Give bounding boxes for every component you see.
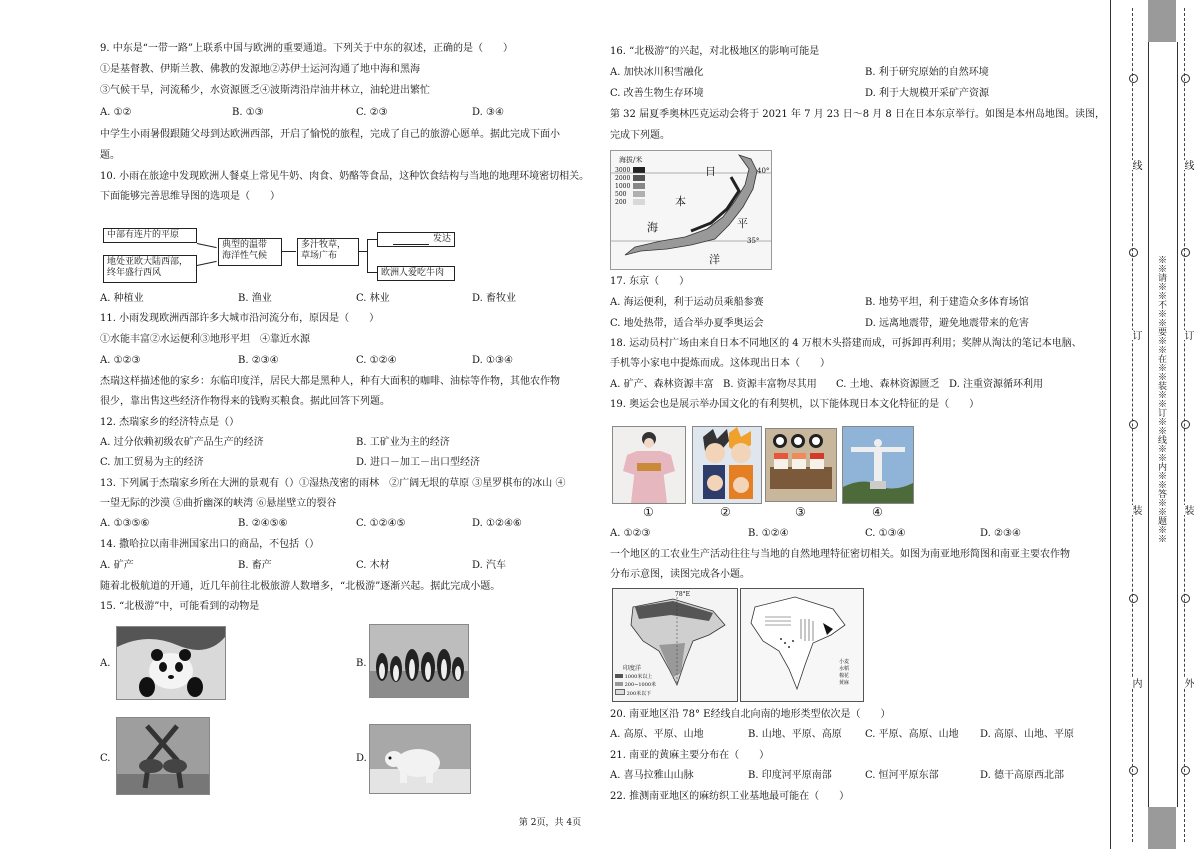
- q9-option-c[interactable]: C. ②③: [356, 107, 388, 118]
- intro15-line: 随着北极航道的开通，近几年前往北极旅游人数增多，“北极游”逐渐兴起。据此完成小题。: [100, 581, 501, 592]
- terrain-map-sea: 印度洋: [623, 665, 642, 672]
- legend-500: 500: [615, 190, 627, 198]
- mindmap-arrow-1: [197, 243, 217, 248]
- mindmap-arrow-4b: [367, 239, 368, 272]
- q18-line2: 手机等小家电中提炼而成。这体现出日本（ ）: [610, 358, 830, 369]
- japan-char-ri: 日: [705, 165, 716, 178]
- q15-option-d[interactable]: D.: [356, 753, 367, 764]
- polar-bear-image[interactable]: [369, 724, 471, 794]
- q20-option-c[interactable]: C. 平原、高原、山地: [865, 729, 959, 740]
- q19-option-c[interactable]: C. ①③④: [865, 528, 906, 539]
- q17-option-d[interactable]: D. 远离地震带，避免地震带来的危害: [865, 318, 1030, 329]
- legend-2000: 2000: [615, 174, 631, 182]
- binding-hole-icon: [1181, 594, 1190, 603]
- q17-option-c[interactable]: C. 地处热带，适合举办夏季奥运会: [610, 318, 764, 329]
- q16-option-d[interactable]: D. 利于大规模开采矿产资源: [865, 88, 990, 99]
- q21-stem: 21. 南亚的黄麻主要分布在（ ）: [610, 750, 770, 761]
- binding-hole-icon: [1181, 420, 1190, 429]
- legend-low: 200米以下: [626, 691, 652, 697]
- mindmap-arrow-4a: [359, 251, 367, 252]
- q14-stem: 14. 撒哈拉以南非洲国家出口的商品，不包括（）: [100, 539, 320, 550]
- q17-option-b[interactable]: B. 地势平坦，利于建造众多体育场馆: [865, 297, 1029, 308]
- q9-line1: ①是基督教、伊斯兰教、佛教的发源地②苏伊士运河沟通了地中海和黑海: [100, 64, 420, 75]
- japan-lat-35: 35°: [747, 237, 760, 245]
- terrain-map-lon: 78°E: [675, 591, 691, 598]
- mindmap-arrow-2: [197, 261, 217, 266]
- q12-option-d[interactable]: D. 进口－加工－出口型经济: [356, 457, 481, 468]
- q19-stem: 19. 奥运会也是展示举办国文化的有利契机，以下能体现日本文化特征的是（ ）: [610, 399, 980, 410]
- binding-hole-icon: [1129, 248, 1138, 257]
- mindmap-box-plain: 中部有连片的平原: [103, 228, 197, 243]
- q10-stem2: 下面能够完善思维导图的选项是（ ）: [100, 191, 280, 202]
- legend-mid: 200~1000米: [624, 682, 657, 688]
- q10-option-c[interactable]: C. 林业: [356, 293, 390, 304]
- statue-icon: [843, 427, 913, 503]
- binding-inner-zhuang: 装: [1130, 505, 1141, 515]
- q11-option-a[interactable]: A. ①②③: [100, 355, 141, 366]
- binding-cap-top: [1148, 0, 1176, 42]
- q11-stem: 11. 小雨发现欧洲西部许多大城市沿河流分布，原因是（ ）: [100, 313, 380, 324]
- q10-option-d[interactable]: D. 畜牧业: [472, 293, 517, 304]
- legend-1000: 1000: [615, 182, 631, 190]
- legend-high: 1000米以上: [624, 674, 653, 680]
- q14-option-a[interactable]: A. 矿产: [100, 560, 134, 571]
- q13-line1: 13. 下列属于杰瑞家乡所在大洲的景观有（）①湿热茂密的雨林 ②广阔无垠的草原 ③星罗棋布的冰山 ④: [100, 478, 566, 489]
- binding-hole-icon: [1181, 766, 1190, 775]
- q13-option-d[interactable]: D. ①②④⑥: [472, 518, 522, 529]
- japan-char-yang: 洋: [709, 253, 720, 266]
- q13-option-c[interactable]: C. ①②④⑤: [356, 518, 406, 529]
- binding-outer-wai: 外: [1182, 678, 1193, 688]
- intro17-line2: 完成下列题。: [610, 130, 670, 141]
- binding-outer-ding: 订: [1182, 330, 1193, 340]
- mindmap-box-beef: 欧洲人爱吃牛肉: [377, 266, 455, 281]
- q19-option-a[interactable]: A. ①②③: [610, 528, 651, 539]
- legend-3000: 3000: [615, 166, 631, 174]
- legend-swatch: [615, 674, 623, 678]
- q17-option-a[interactable]: A. 海运便利，利于运动员乘船参赛: [610, 297, 764, 308]
- q19-option-b[interactable]: B. ①②④: [748, 528, 789, 539]
- sushi-image[interactable]: [765, 428, 837, 502]
- giraffes-icon: [117, 718, 209, 794]
- polar-bear-icon: [370, 725, 470, 793]
- crops-map-legend: [839, 659, 849, 687]
- q19-option-d[interactable]: D. ②③④: [980, 528, 1021, 539]
- intro10-line1: 中学生小雨暑假跟随父母到达欧洲西部，开启了愉悦的旅程，完成了自己的旅游心愿单。据此完成下面小: [100, 129, 560, 140]
- q15-option-c[interactable]: C.: [100, 753, 111, 764]
- mindmap-box-pasture-l2: 草场广布: [301, 251, 338, 261]
- q18-option-b[interactable]: B. 资源丰富物尽其用: [723, 379, 817, 390]
- q18-option-d[interactable]: D. 注重资源循环利用: [949, 379, 1044, 390]
- south-asia-terrain-map: [612, 588, 738, 702]
- q9-option-a[interactable]: A. ①②: [100, 107, 132, 118]
- q12-option-c[interactable]: C. 加工贸易为主的经济: [100, 457, 204, 468]
- legend-cotton: 棉花: [839, 673, 850, 679]
- legend-wheat: 小麦: [839, 659, 850, 665]
- q12-stem: 12. 杰瑞家乡的经济特点是（）: [100, 417, 240, 428]
- intro10-line2: 题。: [100, 150, 120, 161]
- japan-char-ping: 平: [737, 217, 748, 230]
- q10-option-a[interactable]: A. 种植业: [100, 293, 144, 304]
- q11-option-b[interactable]: B. ②③④: [238, 355, 279, 366]
- binding-hole-icon: [1129, 420, 1138, 429]
- q13-option-a[interactable]: A. ①③⑤⑥: [100, 518, 150, 529]
- anime-image[interactable]: [692, 426, 762, 504]
- legend-200: 200: [615, 198, 627, 206]
- binding-hole-icon: [1181, 74, 1190, 83]
- binding-hole-icon: [1129, 74, 1138, 83]
- terrain-map-legend: [615, 673, 656, 698]
- binding-hole-icon: [1129, 594, 1138, 603]
- japan-map-legend-title: 海拔/米: [619, 156, 643, 164]
- q19-label-1: ①: [643, 505, 654, 519]
- legend-swatch: [615, 682, 623, 686]
- q20-option-a[interactable]: A. 高原、平原、山地: [610, 729, 704, 740]
- binding-inner-nei: 内: [1130, 678, 1141, 688]
- binding-strip: [1110, 0, 1200, 849]
- q9-option-b[interactable]: B. ①③: [232, 107, 264, 118]
- legend-swatch: [615, 689, 625, 695]
- q16-option-b[interactable]: B. 利于研究原始的自然环境: [865, 67, 989, 78]
- q18-line1: 18. 运动员村广场由来自日本不同地区的 4 万根木头搭建而成，可拆卸再利用；奖牌从淘汰的笔记本电脑、: [610, 338, 1082, 349]
- binding-warning: ※※请※※不※※要※※在※※装※※订※※线※※内※※答※※题※※: [1156, 255, 1166, 543]
- q22-stem: 22. 推测南亚地区的麻纺织工业基地最可能在（ ）: [610, 791, 850, 802]
- mindmap-box-climate-l2: 海洋性气候: [222, 251, 268, 261]
- mindmap-box-climate: [218, 238, 282, 266]
- mindmap-arrow-3: [281, 251, 296, 252]
- binding-hole-icon: [1129, 766, 1138, 775]
- q21-option-d[interactable]: D. 德干高原西北部: [980, 770, 1065, 781]
- q14-option-b[interactable]: B. 畜产: [238, 560, 272, 571]
- q20-option-d[interactable]: D. 高原、山地、平原: [980, 729, 1075, 740]
- q17-stem: 17. 东京（ ）: [610, 276, 690, 287]
- q18-option-c[interactable]: C. 土地、森林资源匮乏: [836, 379, 940, 390]
- page-number: 第 2页，共 4页: [518, 818, 582, 828]
- q11-option-c[interactable]: C. ①②④: [356, 355, 397, 366]
- q9-line2: ③气候干旱，河流稀少，水资源匮乏④波斯湾沿岸油井林立，油轮进出繁忙: [100, 85, 430, 96]
- q21-option-a[interactable]: A. 喜马拉雅山山脉: [610, 770, 694, 781]
- q20-option-b[interactable]: B. 山地、平原、高原: [748, 729, 842, 740]
- panda-icon: [117, 627, 225, 699]
- legend-rice: 水稻: [839, 666, 850, 672]
- anime-icon: [693, 427, 761, 503]
- q13-option-b[interactable]: B. ②④⑤⑥: [238, 518, 288, 529]
- q19-label-3: ③: [795, 505, 806, 519]
- mindmap-arrow-4c: [367, 239, 377, 240]
- penguins-image[interactable]: [369, 624, 469, 698]
- q18-option-a[interactable]: A. 矿产、森林资源丰富: [610, 379, 714, 390]
- binding-outer-zhuang: 装: [1182, 505, 1193, 515]
- intro12-line1: 杰瑞这样描述他的家乡：东临印度洋，居民大都是黑种人，种有大面积的咖啡、油棕等作物，其他农作物: [100, 376, 560, 387]
- south-asia-crops-map: [740, 588, 864, 702]
- christ-statue-image[interactable]: [842, 426, 914, 504]
- mindmap-box-location-l2: 终年盛行西风: [107, 268, 162, 278]
- q16-stem: 16. “北极游”的兴起，对北极地区的影响可能是: [610, 46, 820, 57]
- q13-line2: 一望无际的沙漠 ⑤曲折幽深的峡湾 ⑥悬崖壁立的裂谷: [100, 498, 337, 509]
- binding-outer-xian: 线: [1182, 160, 1193, 170]
- mindmap-blank: [393, 244, 429, 245]
- mindmap-box-location: [103, 255, 197, 283]
- q19-label-4: ④: [872, 505, 883, 519]
- q15-stem: 15. “北极游”中，可能看到的动物是: [100, 601, 260, 612]
- honshu-shape-icon: [611, 151, 771, 269]
- q21-option-c[interactable]: C. 恒河平原东部: [865, 770, 939, 781]
- japan-char-hai: 海: [647, 221, 658, 234]
- q14-option-d[interactable]: D. 汽车: [472, 560, 507, 571]
- mindmap-box-pasture: [297, 238, 359, 266]
- mindmap-box-developed: [377, 232, 455, 247]
- intro17-line1: 第 32 届夏季奥林匹克运动会将于 2021 年 7 月 23 日～8 月 8 日在日本东京举行。如图是本州岛地图。读图，: [610, 109, 1105, 120]
- q21-option-b[interactable]: B. 印度河平原南部: [748, 770, 832, 781]
- q10-option-b[interactable]: B. 渔业: [238, 293, 272, 304]
- intro12-line2: 很少，靠出售这些经济作物得来的钱购买粮食。据此回答下列题。: [100, 396, 390, 407]
- japan-char-ben: 本: [675, 195, 686, 208]
- kimono-icon: [613, 427, 685, 503]
- binding-cap-bottom: [1148, 807, 1176, 849]
- penguins-icon: [370, 625, 468, 697]
- q16-option-c[interactable]: C. 改善生物生存环境: [610, 88, 704, 99]
- q9-stem: 9. 中东是“一带一路”上联系中国与欧洲的重要通道。下列关于中东的叙述，正确的是（ ）: [100, 43, 513, 54]
- japan-map: [610, 150, 772, 270]
- binding-inner-ding: 订: [1130, 330, 1141, 340]
- q9-option-d[interactable]: D. ③④: [472, 107, 504, 118]
- mindmap-box-location-l1: 地处亚欧大陆西部，: [107, 257, 189, 267]
- q11-option-d[interactable]: D. ①③④: [472, 355, 513, 366]
- q15-option-a[interactable]: A.: [100, 658, 111, 669]
- legend-jute: 黄麻: [839, 680, 850, 686]
- kimono-image[interactable]: [612, 426, 686, 504]
- binding-hole-icon: [1181, 248, 1190, 257]
- intro20-line2: 分布示意图，读图完成各小题。: [610, 569, 750, 580]
- q14-option-c[interactable]: C. 木材: [356, 560, 390, 571]
- panda-image[interactable]: [116, 626, 226, 700]
- q19-label-2: ②: [720, 505, 731, 519]
- binding-inner-xian: 线: [1130, 160, 1141, 170]
- q15-option-b[interactable]: B.: [356, 658, 367, 669]
- q11-line1: ①水能丰富②水运便利③地形平坦 ④靠近水源: [100, 334, 310, 345]
- japan-lat-40: 40°: [757, 167, 770, 175]
- giraffes-image[interactable]: [116, 717, 210, 795]
- mindmap-arrow-4d: [367, 272, 377, 273]
- q12-option-b[interactable]: B. 工矿业为主的经济: [356, 437, 450, 448]
- mindmap-box-developed-text: 发达: [432, 234, 451, 244]
- mindmap-box-climate-l1: 典型的温带: [222, 240, 268, 250]
- sushi-icon: [766, 429, 836, 501]
- intro20-line1: 一个地区的工农业生产活动往往与当地的自然地理特征密切相关。如图为南亚地形简图和南亚主要农作物: [610, 549, 1070, 560]
- q12-option-a[interactable]: A. 过分依赖初级农矿产品生产的经济: [100, 437, 264, 448]
- q20-stem: 20. 南亚地区沿 78° E经线自北向南的地形类型依次是（ ）: [610, 709, 891, 720]
- mindmap-box-pasture-l1: 多汁牧草，: [301, 240, 347, 250]
- q16-option-a[interactable]: A. 加快冰川积雪融化: [610, 67, 704, 78]
- q10-stem1: 10. 小雨在旅途中发现欧洲人餐桌上常见牛奶、肉食、奶酪等食品，这种饮食结构与当地的地理环境密切相关。: [100, 171, 590, 182]
